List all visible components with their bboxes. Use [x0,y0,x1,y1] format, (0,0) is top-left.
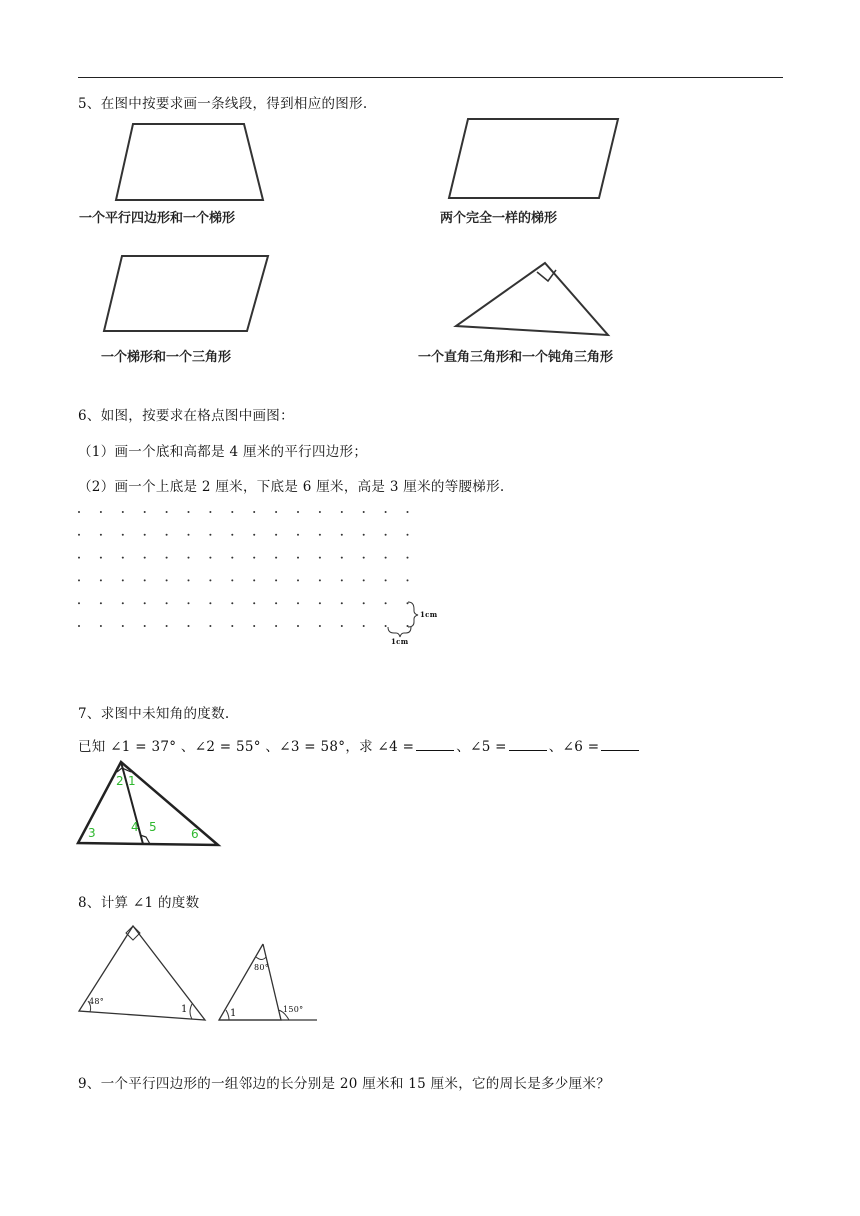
q7-label-4: 4 [131,820,139,834]
q5-caption-3: 一个梯形和一个三角形 [101,350,232,365]
q7-label-5: 5 [149,820,157,834]
q8-fig1-angle: 48° [89,997,105,1006]
q7-ask-angle5: ∠5 = [470,739,507,755]
q7-sep1: 、 [456,739,471,755]
q6-text: 6、如图，按要求在格点图中画图： [78,408,294,424]
q5-text: 5、在图中按要求画一条线段，得到相应的图形. [78,96,368,112]
q5-caption-2: 两个完全一样的梯形 [440,211,558,226]
q5-caption-1: 一个平行四边形和一个梯形 [79,211,236,226]
q8-fig2-arc-top [256,957,266,960]
q6-line1: （1）画一个底和高都是 4 厘米的平行四边形； [78,444,368,460]
q5-caption-4: 一个直角三角形和一个钝角三角形 [418,350,614,365]
q8-fig2-arc-left [226,1010,229,1020]
q7-label-6: 6 [191,827,199,841]
q6-unit-h: 1cm [391,637,409,646]
q8-fig1-label: 1 [181,1004,188,1015]
q7-given-prefix: 已知 ∠1 = 37° 、∠2 = 55° 、∠3 = 58°，求 [78,739,378,755]
q7-label-3: 3 [88,826,96,840]
q7-label-2: 2 [116,774,124,788]
q7-label-1: 1 [128,774,136,788]
q7-text: 7、求图中未知角的度数. [78,706,230,722]
q8-fig2-triangle [219,944,281,1020]
q8-fig2-label: 1 [230,1008,237,1019]
q7-sep2: 、 [548,739,563,755]
q8-text: 8、计算 ∠1 的度数 [78,895,200,911]
q6-line2: （2）画一个上底是 2 厘米，下底是 6 厘米，高是 3 厘米的等腰梯形. [78,479,505,495]
q8-fig1-arc-right [190,1004,192,1019]
q7-ask-angle6: ∠6 = [562,739,600,755]
q6-unit-v: 1cm [420,610,438,619]
q8-fig2-angle-ext: 150° [283,1005,304,1014]
q9-text: 9、一个平行四边形的一组邻边的长分别是 20 厘米和 15 厘米，它的周长是多少厘米？ [78,1076,611,1092]
q7-ask-angle4: ∠4 = [377,739,415,755]
q8-fig2-angle-top: 80° [254,963,270,972]
